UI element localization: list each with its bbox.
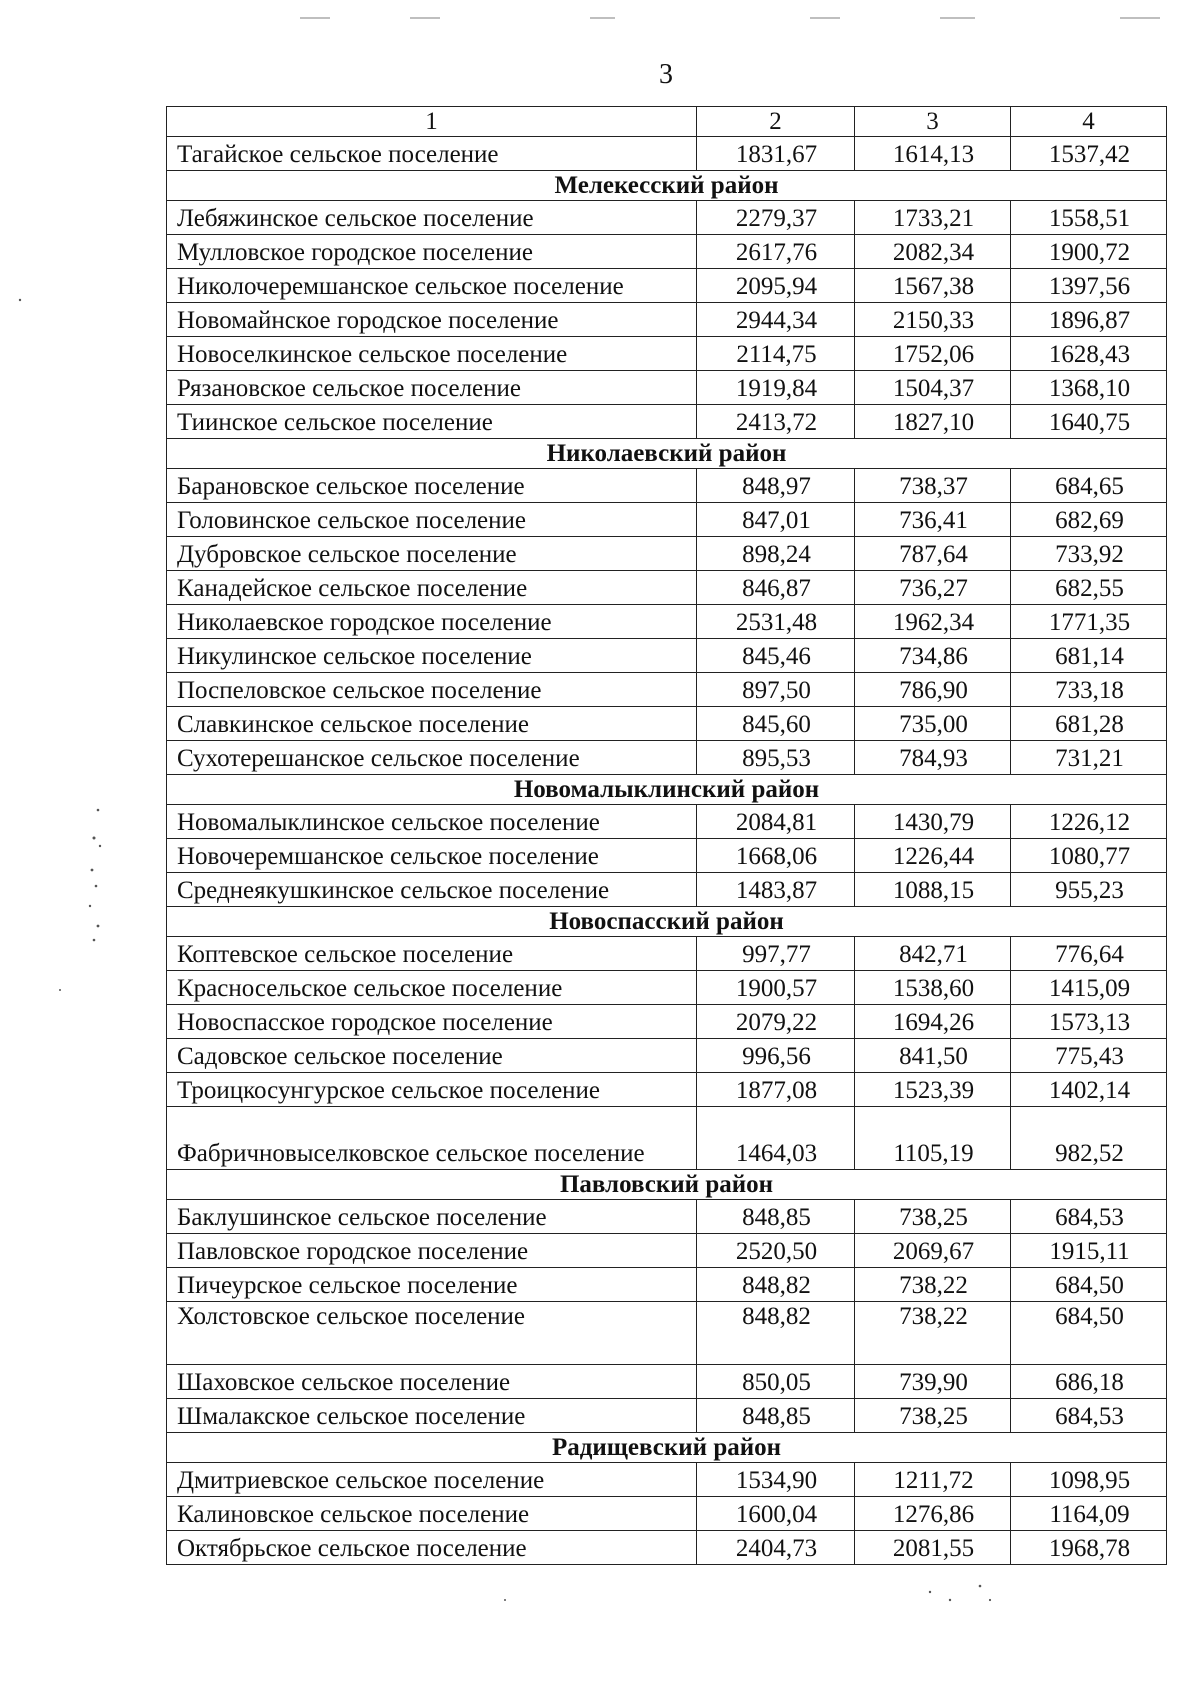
column-header-2: 2 — [697, 107, 855, 137]
table-row — [167, 371, 1167, 405]
table-row — [167, 1005, 1167, 1039]
settlement-name: Рязановское сельское поселение — [167, 371, 697, 405]
value-col-2: 2531,48 — [697, 605, 855, 639]
value-col-4: 1968,78 — [1011, 1531, 1167, 1565]
settlement-name: Никулинское сельское поселение — [167, 639, 697, 673]
settlement-name: Тагайское сельское поселение — [167, 137, 697, 171]
table-row — [167, 537, 1167, 571]
table-row — [167, 707, 1167, 741]
value-col-4: 1896,87 — [1011, 303, 1167, 337]
settlement-name: Славкинское сельское поселение — [167, 707, 697, 741]
value-col-3: 1105,19 — [855, 1107, 1011, 1170]
value-col-3: 1276,86 — [855, 1497, 1011, 1531]
settlement-name: Тиинское сельское поселение — [167, 405, 697, 439]
value-col-4: 775,43 — [1011, 1039, 1167, 1073]
value-col-3: 738,25 — [855, 1399, 1011, 1433]
value-col-4: 1080,77 — [1011, 839, 1167, 873]
settlement-name: Садовское сельское поселение — [167, 1039, 697, 1073]
value-col-3: 2081,55 — [855, 1531, 1011, 1565]
district-name: Радищевский район — [167, 1433, 1167, 1463]
value-col-2: 845,46 — [697, 639, 855, 673]
table-row — [167, 1200, 1167, 1234]
value-col-4: 682,55 — [1011, 571, 1167, 605]
table-row — [167, 1399, 1167, 1433]
district-name: Николаевский район — [167, 439, 1167, 469]
table-row — [167, 1039, 1167, 1073]
settlement-name: Калиновское сельское поселение — [167, 1497, 697, 1531]
value-col-2: 845,60 — [697, 707, 855, 741]
value-col-3: 735,00 — [855, 707, 1011, 741]
value-col-2: 848,82 — [697, 1302, 855, 1365]
value-col-4: 1628,43 — [1011, 337, 1167, 371]
table-row — [167, 201, 1167, 235]
settlement-name: Павловское городское поселение — [167, 1234, 697, 1268]
district-header-row — [167, 1433, 1167, 1463]
settlement-table — [166, 106, 1167, 1565]
district-header-row — [167, 171, 1167, 201]
value-col-2: 848,82 — [697, 1268, 855, 1302]
value-col-2: 2079,22 — [697, 1005, 855, 1039]
district-name: Новоспасский район — [167, 907, 1167, 937]
settlement-name: Шмалакское сельское поселение — [167, 1399, 697, 1433]
value-col-3: 738,25 — [855, 1200, 1011, 1234]
value-col-2: 1900,57 — [697, 971, 855, 1005]
value-col-3: 1733,21 — [855, 201, 1011, 235]
settlement-name: Холстовское сельское поселение — [167, 1302, 697, 1365]
value-col-4: 681,14 — [1011, 639, 1167, 673]
settlement-name: Фабричновыселковское сельское поселение — [167, 1107, 697, 1170]
value-col-2: 848,85 — [697, 1200, 855, 1234]
settlement-name: Канадейское сельское поселение — [167, 571, 697, 605]
table-row — [167, 1497, 1167, 1531]
value-col-3: 1523,39 — [855, 1073, 1011, 1107]
table-row — [167, 1365, 1167, 1399]
value-col-4: 1640,75 — [1011, 405, 1167, 439]
table-row — [167, 337, 1167, 371]
value-col-3: 1088,15 — [855, 873, 1011, 907]
value-col-4: 982,52 — [1011, 1107, 1167, 1170]
table-row — [167, 503, 1167, 537]
value-col-4: 1771,35 — [1011, 605, 1167, 639]
value-col-4: 1573,13 — [1011, 1005, 1167, 1039]
settlement-name: Дмитриевское сельское поселение — [167, 1463, 697, 1497]
settlement-name: Троицкосунгурское сельское поселение — [167, 1073, 697, 1107]
district-name: Павловский район — [167, 1170, 1167, 1200]
value-col-3: 787,64 — [855, 537, 1011, 571]
value-col-2: 2617,76 — [697, 235, 855, 269]
value-col-3: 738,22 — [855, 1302, 1011, 1365]
value-col-4: 682,69 — [1011, 503, 1167, 537]
value-col-3: 736,41 — [855, 503, 1011, 537]
table-row — [167, 1073, 1167, 1107]
value-col-4: 1098,95 — [1011, 1463, 1167, 1497]
value-col-4: 684,53 — [1011, 1399, 1167, 1433]
value-col-4: 776,64 — [1011, 937, 1167, 971]
table-row — [167, 1302, 1167, 1365]
settlement-name: Мулловское городское поселение — [167, 235, 697, 269]
value-col-4: 733,18 — [1011, 673, 1167, 707]
column-header-3: 3 — [855, 107, 1011, 137]
value-col-2: 1831,67 — [697, 137, 855, 171]
value-col-3: 1226,44 — [855, 839, 1011, 873]
value-col-4: 684,65 — [1011, 469, 1167, 503]
district-header-row — [167, 439, 1167, 469]
value-col-3: 1962,34 — [855, 605, 1011, 639]
value-col-3: 841,50 — [855, 1039, 1011, 1073]
value-col-4: 1558,51 — [1011, 201, 1167, 235]
value-col-2: 2413,72 — [697, 405, 855, 439]
value-col-2: 1464,03 — [697, 1107, 855, 1170]
table-row — [167, 839, 1167, 873]
value-col-2: 897,50 — [697, 673, 855, 707]
value-col-4: 1537,42 — [1011, 137, 1167, 171]
value-col-3: 1430,79 — [855, 805, 1011, 839]
settlement-name: Новомайнское городское поселение — [167, 303, 697, 337]
value-col-4: 1415,09 — [1011, 971, 1167, 1005]
value-col-3: 2150,33 — [855, 303, 1011, 337]
table-header — [167, 107, 1167, 137]
settlement-name: Шаховское сельское поселение — [167, 1365, 697, 1399]
table-row — [167, 303, 1167, 337]
value-col-4: 731,21 — [1011, 741, 1167, 775]
value-col-3: 1504,37 — [855, 371, 1011, 405]
value-col-3: 738,22 — [855, 1268, 1011, 1302]
value-col-3: 1538,60 — [855, 971, 1011, 1005]
value-col-4: 1900,72 — [1011, 235, 1167, 269]
value-col-3: 734,86 — [855, 639, 1011, 673]
column-header-4: 4 — [1011, 107, 1167, 137]
value-col-3: 1567,38 — [855, 269, 1011, 303]
settlement-name: Николаевское городское поселение — [167, 605, 697, 639]
value-col-2: 2084,81 — [697, 805, 855, 839]
settlement-name: Октябрьское сельское поселение — [167, 1531, 697, 1565]
value-col-4: 686,18 — [1011, 1365, 1167, 1399]
value-col-3: 1614,13 — [855, 137, 1011, 171]
value-col-3: 784,93 — [855, 741, 1011, 775]
district-header-row — [167, 1170, 1167, 1200]
table-row — [167, 137, 1167, 171]
value-col-3: 2069,67 — [855, 1234, 1011, 1268]
value-col-3: 1694,26 — [855, 1005, 1011, 1039]
value-col-3: 739,90 — [855, 1365, 1011, 1399]
value-col-4: 684,50 — [1011, 1268, 1167, 1302]
settlement-name: Пичеурское сельское поселение — [167, 1268, 697, 1302]
value-col-2: 846,87 — [697, 571, 855, 605]
table-row — [167, 937, 1167, 971]
settlement-name: Красносельское сельское поселение — [167, 971, 697, 1005]
value-col-2: 847,01 — [697, 503, 855, 537]
value-col-4: 733,92 — [1011, 537, 1167, 571]
value-col-4: 1397,56 — [1011, 269, 1167, 303]
value-col-2: 1483,87 — [697, 873, 855, 907]
value-col-2: 2944,34 — [697, 303, 855, 337]
value-col-3: 736,27 — [855, 571, 1011, 605]
settlement-name: Коптевское сельское поселение — [167, 937, 697, 971]
value-col-3: 1211,72 — [855, 1463, 1011, 1497]
table-row — [167, 405, 1167, 439]
settlement-name: Среднеякушкинское сельское поселение — [167, 873, 697, 907]
table-row — [167, 269, 1167, 303]
settlement-name: Николочеремшанское сельское поселение — [167, 269, 697, 303]
settlement-name: Сухотерешанское сельское поселение — [167, 741, 697, 775]
district-header-row — [167, 775, 1167, 805]
value-col-3: 1752,06 — [855, 337, 1011, 371]
table-row — [167, 605, 1167, 639]
value-col-4: 684,53 — [1011, 1200, 1167, 1234]
table-row — [167, 1268, 1167, 1302]
settlement-name: Новоспасское городское поселение — [167, 1005, 697, 1039]
settlement-name: Баклушинское сельское поселение — [167, 1200, 697, 1234]
value-col-2: 848,97 — [697, 469, 855, 503]
value-col-2: 2114,75 — [697, 337, 855, 371]
table-row — [167, 1107, 1167, 1170]
value-col-2: 898,24 — [697, 537, 855, 571]
value-col-2: 2279,37 — [697, 201, 855, 235]
value-col-4: 955,23 — [1011, 873, 1167, 907]
value-col-4: 1402,14 — [1011, 1073, 1167, 1107]
value-col-3: 1827,10 — [855, 405, 1011, 439]
table-row — [167, 571, 1167, 605]
district-name: Новомалыклинский район — [167, 775, 1167, 805]
value-col-4: 1368,10 — [1011, 371, 1167, 405]
value-col-2: 850,05 — [697, 1365, 855, 1399]
value-col-2: 2404,73 — [697, 1531, 855, 1565]
table-row — [167, 971, 1167, 1005]
settlement-name: Барановское сельское поселение — [167, 469, 697, 503]
settlement-name: Поспеловское сельское поселение — [167, 673, 697, 707]
value-col-2: 2095,94 — [697, 269, 855, 303]
table-row — [167, 469, 1167, 503]
table-row — [167, 235, 1167, 269]
value-col-4: 684,50 — [1011, 1302, 1167, 1365]
value-col-4: 681,28 — [1011, 707, 1167, 741]
page-number: 3 — [659, 59, 673, 90]
table-row — [167, 673, 1167, 707]
settlement-name: Новомалыклинское сельское поселение — [167, 805, 697, 839]
value-col-3: 2082,34 — [855, 235, 1011, 269]
value-col-2: 1600,04 — [697, 1497, 855, 1531]
value-col-2: 895,53 — [697, 741, 855, 775]
table-row — [167, 1463, 1167, 1497]
value-col-2: 1668,06 — [697, 839, 855, 873]
district-name: Мелекесский район — [167, 171, 1167, 201]
settlement-name: Лебяжинское сельское поселение — [167, 201, 697, 235]
value-col-4: 1164,09 — [1011, 1497, 1167, 1531]
settlement-name: Новоселкинское сельское поселение — [167, 337, 697, 371]
value-col-4: 1226,12 — [1011, 805, 1167, 839]
value-col-2: 2520,50 — [697, 1234, 855, 1268]
column-header-1: 1 — [167, 107, 697, 137]
district-header-row — [167, 907, 1167, 937]
table-row — [167, 873, 1167, 907]
value-col-3: 842,71 — [855, 937, 1011, 971]
table-row — [167, 1234, 1167, 1268]
value-col-4: 1915,11 — [1011, 1234, 1167, 1268]
value-col-3: 786,90 — [855, 673, 1011, 707]
value-col-2: 997,77 — [697, 937, 855, 971]
table-body — [167, 137, 1167, 1565]
settlement-name: Дубровское сельское поселение — [167, 537, 697, 571]
value-col-2: 1919,84 — [697, 371, 855, 405]
table-row — [167, 805, 1167, 839]
value-col-2: 996,56 — [697, 1039, 855, 1073]
table-row — [167, 639, 1167, 673]
value-col-2: 1534,90 — [697, 1463, 855, 1497]
value-col-2: 848,85 — [697, 1399, 855, 1433]
table-row — [167, 1531, 1167, 1565]
settlement-name: Головинское сельское поселение — [167, 503, 697, 537]
settlement-name: Новочеремшанское сельское поселение — [167, 839, 697, 873]
table-row — [167, 741, 1167, 775]
value-col-3: 738,37 — [855, 469, 1011, 503]
value-col-2: 1877,08 — [697, 1073, 855, 1107]
